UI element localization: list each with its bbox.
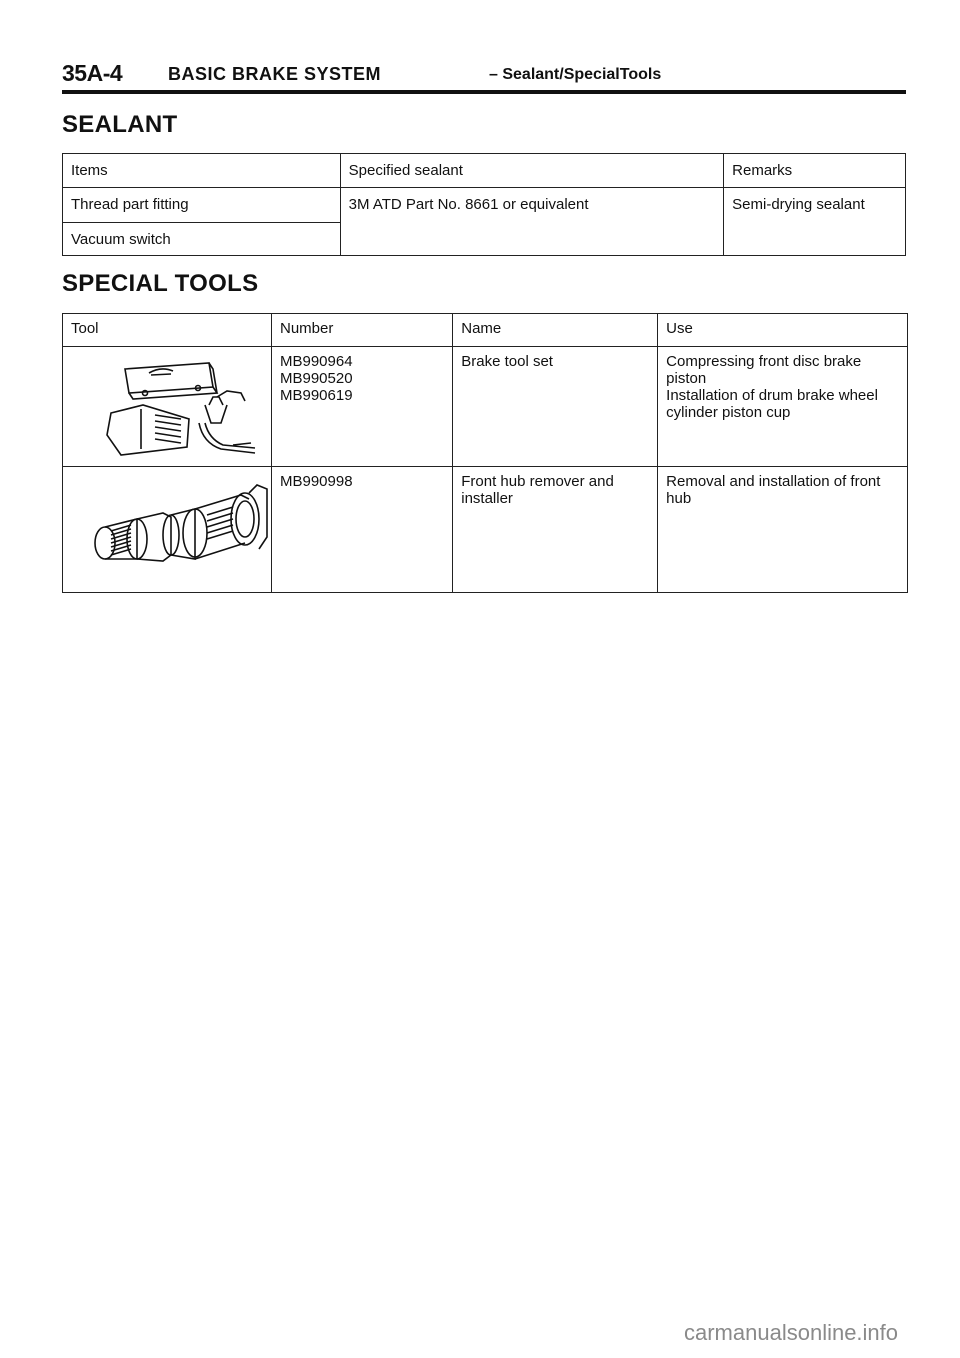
name-line: installer bbox=[461, 490, 513, 507]
column-header-remarks: Remarks bbox=[724, 154, 906, 188]
page-number: 35A-4 bbox=[62, 60, 123, 86]
part-number: MB990964 bbox=[280, 353, 353, 370]
use-line: Installation of drum brake wheel bbox=[666, 387, 878, 404]
subsection-title: – Sealant/SpecialTools bbox=[489, 66, 662, 83]
use-line: Removal and installation of front bbox=[666, 473, 881, 490]
sealant-heading: SEALANT bbox=[62, 111, 178, 138]
use-line: hub bbox=[666, 490, 692, 507]
name-line: Front hub remover and bbox=[461, 473, 614, 490]
column-header-items: Items bbox=[63, 154, 341, 188]
item-cell: Thread part fitting bbox=[63, 188, 341, 223]
name-cell bbox=[453, 467, 658, 593]
front-hub-remover-illustration bbox=[71, 473, 271, 573]
special-tools-heading: SPECIAL TOOLS bbox=[62, 270, 259, 297]
part-number: MB990619 bbox=[280, 387, 353, 404]
part-number: MB990998 bbox=[280, 473, 353, 490]
section-title: BASIC BRAKE SYSTEM bbox=[168, 64, 382, 84]
page-header bbox=[62, 58, 906, 94]
column-header-tool: Tool bbox=[63, 314, 272, 347]
sealant-table bbox=[62, 153, 906, 256]
table-header-row bbox=[63, 154, 906, 188]
number-cell bbox=[272, 347, 453, 467]
name-cell: Brake tool set bbox=[453, 347, 658, 467]
column-header-use: Use bbox=[658, 314, 908, 347]
remarks-cell: Semi-drying sealant bbox=[724, 188, 906, 256]
item-cell: Vacuum switch bbox=[63, 223, 341, 256]
tool-cell bbox=[63, 347, 272, 467]
sealant-cell: 3M ATD Part No. 8661 or equivalent bbox=[340, 188, 724, 256]
special-tools-table bbox=[62, 313, 908, 593]
column-header-specified-sealant: Specified sealant bbox=[340, 154, 724, 188]
brake-tool-set-illustration bbox=[71, 353, 261, 457]
tool-cell bbox=[63, 467, 272, 593]
part-number: MB990520 bbox=[280, 370, 353, 387]
table-row bbox=[63, 347, 908, 467]
site-watermark: carmanualsonline.info bbox=[684, 1320, 899, 1345]
number-cell bbox=[272, 467, 453, 593]
use-line: cylinder piston cup bbox=[666, 404, 791, 421]
use-line: piston bbox=[666, 370, 707, 387]
table-row bbox=[63, 467, 908, 593]
column-header-name: Name bbox=[453, 314, 658, 347]
use-line: Compressing front disc brake bbox=[666, 353, 862, 370]
column-header-number: Number bbox=[272, 314, 453, 347]
table-row bbox=[63, 188, 906, 223]
use-cell bbox=[658, 467, 908, 593]
use-cell bbox=[658, 347, 908, 467]
table-header-row bbox=[63, 314, 908, 347]
